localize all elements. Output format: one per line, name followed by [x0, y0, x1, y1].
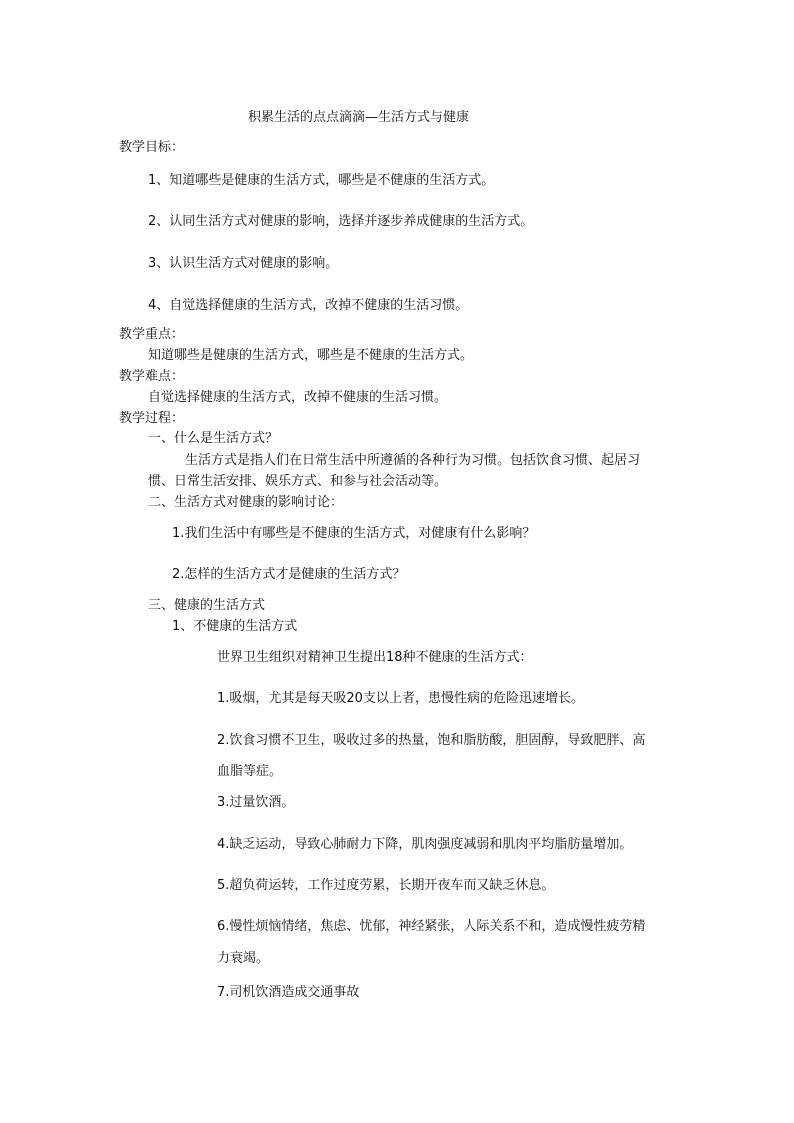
- section1-text-line1: 生活方式是指人们在日常生活中所遵循的各种行为习惯。包括饮食习惯、起居习: [185, 453, 641, 468]
- section2-heading: 二、生活方式对健康的影响讨论：: [148, 495, 344, 510]
- section1-text-line2: 惯、日常生活安排、娱乐方式、和参与社会活动等。: [148, 474, 448, 489]
- unhealthy-item-6-line2: 力衰竭。: [217, 951, 270, 966]
- difficulty-text: 自觉选择健康的生活方式，改掉不健康的生活习惯。: [148, 390, 448, 405]
- objective-item-2: 2、认同生活方式对健康的影响，选择并逐步养成健康的生活方式。: [148, 214, 534, 229]
- section3-subheading: 1、不健康的生活方式: [172, 619, 298, 634]
- section3-heading: 三、健康的生活方式: [148, 598, 266, 613]
- key-point-heading: 教学重点：: [119, 327, 185, 342]
- section2-question-1: 1.我们生活中有哪些是不健康的生活方式，对健康有什么影响？: [172, 526, 536, 541]
- difficulty-heading: 教学难点：: [119, 369, 185, 384]
- unhealthy-item-4: 4.缺乏运动，导致心肺耐力下降，肌肉强度减弱和肌肉平均脂肪量增加。: [217, 837, 633, 852]
- document-title: 积累生活的点点滴滴—生活方式与健康: [248, 110, 470, 125]
- objectives-heading: 教学目标：: [119, 140, 185, 155]
- unhealthy-item-2-line2: 血脂等症。: [217, 764, 283, 779]
- objective-item-4: 4、自觉选择健康的生活方式，改掉不健康的生活习惯。: [148, 298, 469, 313]
- unhealthy-item-3: 3.过量饮酒。: [217, 795, 295, 810]
- section3-intro: 世界卫生组织对精神卫生提出18种不健康的生活方式：: [217, 650, 533, 665]
- unhealthy-item-6-line1: 6.慢性烦恼情绪，焦虑、忧郁，神经紧张，人际关系不和，造成慢性疲劳精: [217, 919, 646, 934]
- section2-question-2: 2.怎样的生活方式才是健康的生活方式？: [172, 567, 406, 582]
- section1-heading: 一、什么是生活方式？: [148, 431, 279, 446]
- unhealthy-item-2-line1: 2.饮食习惯不卫生，吸收过多的热量，饱和脂肪酸，胆固醇，导致肥胖、高: [217, 733, 646, 748]
- unhealthy-item-5: 5.超负荷运转，工作过度劳累，长期开夜车而又缺乏休息。: [217, 878, 555, 893]
- process-heading: 教学过程：: [119, 411, 185, 426]
- unhealthy-item-7: 7.司机饮酒造成交通事故: [217, 985, 360, 1000]
- unhealthy-item-1: 1.吸烟，尤其是每天吸20支以上者，患慢性病的危险迅速增长。: [217, 691, 584, 706]
- objective-item-3: 3、认识生活方式对健康的影响。: [148, 256, 339, 271]
- key-point-text: 知道哪些是健康的生活方式，哪些是不健康的生活方式。: [148, 348, 474, 363]
- objective-item-1: 1、知道哪些是健康的生活方式，哪些是不健康的生活方式。: [148, 173, 495, 188]
